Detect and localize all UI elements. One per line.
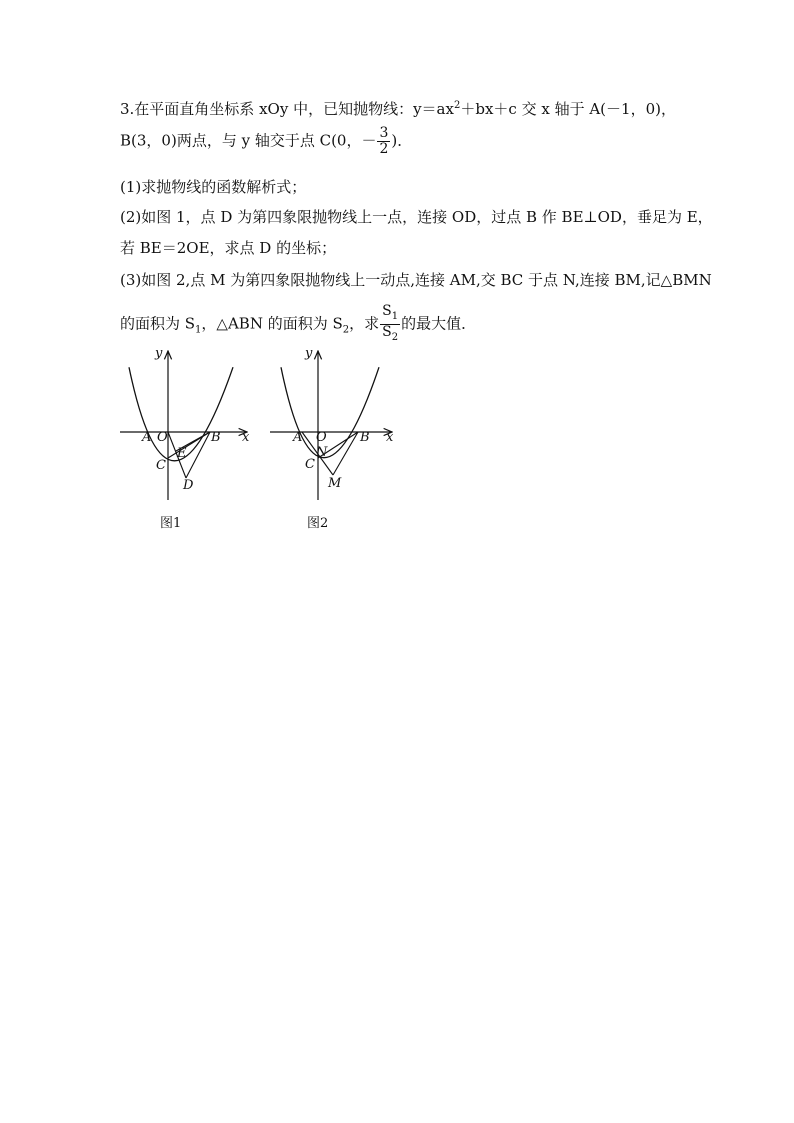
figure-1 [115, 345, 260, 500]
s2-text: ，△ABN 的面积为 S [201, 314, 343, 333]
label-x: x [242, 430, 250, 445]
label-o: O [316, 430, 327, 445]
ratio-fraction [380, 304, 400, 345]
max-value-text: 的最大值． [401, 314, 477, 333]
part-1: (1)求抛物线的函数解析式； [120, 178, 307, 196]
label-y: y [305, 346, 313, 361]
s2-subscript: 2 [342, 324, 350, 336]
point-b-text: B(3，0)两点，与 y 轴交于点 C(0，－ [120, 131, 377, 150]
figure-1-caption: 图1 [160, 516, 182, 531]
part-2-line-b: 若 BE＝2OE，求点 D 的坐标； [120, 239, 337, 257]
label-b: B [211, 430, 221, 445]
segment-bm [333, 432, 358, 475]
label-c: C [305, 457, 315, 472]
ask-text: ，求 [349, 314, 380, 333]
problem-intro-rest: ＋bx＋c 交 x 轴于 A(－1，0)， [460, 100, 676, 118]
s1-text: 的面积为 S [120, 314, 196, 333]
part-3-line-b [120, 304, 476, 345]
problem-line-1 [120, 96, 676, 119]
label-n: N [316, 445, 328, 460]
fraction-three-halves [377, 126, 390, 157]
label-o: O [157, 430, 168, 445]
part-2-line-a: (2)如图 1，点 D 为第四象限抛物线上一点，连接 OD，过点 B 作 BE⊥OD，垂足为 E， [120, 208, 713, 226]
problem-intro: 3.在平面直角坐标系 xOy 中，已知抛物线：y＝ax [120, 100, 454, 118]
problem-line-2 [120, 126, 412, 157]
label-a: A [293, 430, 303, 445]
exponent: 2 [453, 100, 461, 111]
label-m: M [328, 476, 342, 491]
fraction-numerator: 3 [379, 125, 389, 141]
label-e: E [177, 446, 187, 461]
figure-2 [265, 345, 400, 500]
part-3-line-a: (3)如图 2,点 M 为第四象限抛物线上一动点,连接 AM,交 BC 于点 N,连接 BM,记△BMN [120, 271, 712, 289]
ratio-den-s: S [382, 323, 392, 340]
ratio-numerator [380, 304, 400, 325]
fraction-denominator: 2 [379, 141, 389, 157]
point-c-close: )． [391, 131, 413, 150]
ratio-den-sub: 2 [391, 331, 399, 343]
ratio-num-sub: 1 [391, 310, 399, 322]
figure-2-caption: 图2 [307, 516, 329, 531]
label-x: x [386, 430, 394, 445]
label-y: y [155, 346, 163, 361]
label-b: B [360, 430, 370, 445]
ratio-denominator [380, 325, 400, 345]
label-a: A [142, 430, 152, 445]
s1-subscript: 1 [195, 324, 202, 336]
ratio-num-s: S [382, 303, 392, 319]
label-c: C [156, 458, 166, 473]
label-d: D [183, 478, 194, 493]
